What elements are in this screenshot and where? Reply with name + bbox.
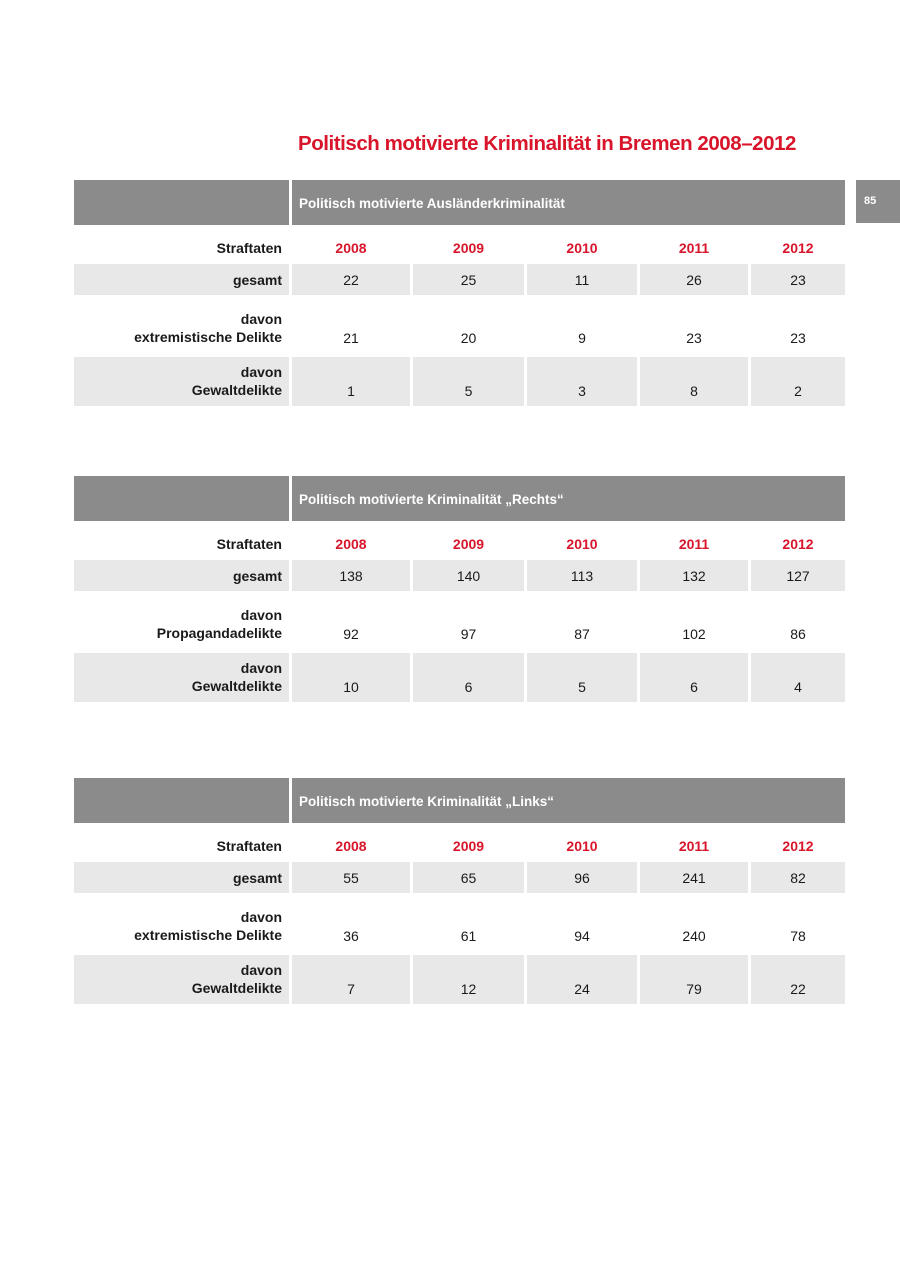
- cell-value: 23: [790, 330, 806, 346]
- cell-value: 113: [570, 568, 594, 584]
- cell-value: 92: [343, 626, 359, 642]
- cell-value: 102: [682, 626, 706, 642]
- table-heading: Politisch motivierte Kriminalität „Rechts“: [292, 476, 845, 521]
- cell-value: 96: [574, 870, 590, 886]
- cell-value: 36: [343, 928, 359, 944]
- row-label: [74, 560, 289, 591]
- column-header-label: Straftaten: [216, 838, 282, 854]
- year-header: 2012: [782, 536, 814, 552]
- year-header: 2008: [335, 838, 367, 854]
- year-header: 2008: [335, 536, 367, 552]
- table-cell: [292, 600, 410, 649]
- cell-value: 97: [460, 626, 477, 642]
- cell-value: 94: [574, 928, 590, 944]
- cell-value: 20: [460, 330, 477, 346]
- cell-value: 2: [794, 383, 802, 399]
- row-label-main: extremistische Delikte: [134, 927, 282, 943]
- cell-value: 10: [343, 679, 359, 695]
- row-label: [74, 304, 289, 353]
- table-cell: [292, 902, 410, 951]
- table-cell: [527, 653, 637, 702]
- table-cell: [413, 955, 524, 1004]
- table-cell: [751, 560, 845, 591]
- table-cell: [527, 600, 637, 649]
- row-label-main: Gewaltdelikte: [191, 678, 282, 694]
- cell-value: 22: [343, 272, 359, 288]
- table-header-blank: [74, 778, 289, 823]
- table-heading: Politisch motivierte Ausländerkriminalität: [292, 180, 845, 225]
- data-table: [74, 180, 845, 408]
- cell-value: 3: [578, 383, 586, 399]
- year-header: 2008: [335, 240, 367, 256]
- table-cell: [640, 304, 748, 353]
- table-cell: [751, 955, 845, 1004]
- column-header-label: Straftaten: [216, 536, 282, 552]
- cell-value: 65: [460, 870, 477, 886]
- year-header: 2010: [566, 838, 598, 854]
- table-cell: [640, 902, 748, 951]
- table-cell: [640, 955, 748, 1004]
- cell-value: 87: [574, 626, 590, 642]
- year-header: 2011: [678, 536, 710, 552]
- table-cell: [751, 653, 845, 702]
- row-label: [74, 653, 289, 702]
- cell-value: 127: [786, 568, 810, 584]
- cell-value: 78: [790, 928, 806, 944]
- page-number-tab: 85: [856, 180, 900, 223]
- row-label-prefix: davon: [240, 607, 282, 623]
- year-header: 2011: [678, 838, 710, 854]
- cell-value: 132: [682, 568, 706, 584]
- row-label-prefix: davon: [240, 364, 282, 380]
- table-heading: Politisch motivierte Kriminalität „Links“: [292, 778, 845, 823]
- table-cell: [413, 304, 524, 353]
- row-label-prefix: davon: [240, 962, 282, 978]
- table-cell: [527, 862, 637, 893]
- table-cell: [527, 357, 637, 406]
- cell-value: 23: [686, 330, 702, 346]
- row-label-prefix: davon: [240, 311, 282, 327]
- table-cell: [640, 357, 748, 406]
- cell-value: 1: [347, 383, 355, 399]
- cell-value: 22: [790, 981, 806, 997]
- table-cell: [413, 862, 524, 893]
- year-header: 2009: [452, 536, 485, 552]
- year-header: 2012: [782, 240, 814, 256]
- cell-value: 140: [456, 568, 481, 584]
- year-header: 2009: [452, 240, 485, 256]
- column-header-label: Straftaten: [216, 240, 282, 256]
- row-label-main: gesamt: [232, 272, 282, 288]
- table-cell: [413, 357, 524, 406]
- table-header-blank: [74, 180, 289, 225]
- cell-value: 8: [690, 383, 698, 399]
- table-cell: [413, 264, 524, 295]
- table-cell: [751, 264, 845, 295]
- table-cell: [527, 955, 637, 1004]
- cell-value: 4: [794, 679, 802, 695]
- row-label-main: gesamt: [232, 870, 282, 886]
- table-cell: [640, 264, 748, 295]
- table-cell: [527, 902, 637, 951]
- table-cell: [751, 600, 845, 649]
- cell-value: 240: [682, 928, 706, 944]
- cell-value: 61: [460, 928, 477, 944]
- page-title: Politisch motivierte Kriminalität in Bremen 2008–2012: [298, 132, 796, 155]
- table-cell: [751, 862, 845, 893]
- cell-value: 82: [790, 870, 806, 886]
- row-label: [74, 357, 289, 406]
- row-label-main: Gewaltdelikte: [191, 980, 282, 996]
- table-header-blank: [74, 476, 289, 521]
- table-cell: [413, 653, 524, 702]
- row-label: [74, 955, 289, 1004]
- table-cell: [751, 357, 845, 406]
- year-header: 2012: [782, 838, 814, 854]
- row-label: [74, 600, 289, 649]
- row-label-main: extremistische Delikte: [134, 329, 282, 345]
- table-cell: [292, 264, 410, 295]
- cell-value: 12: [460, 981, 477, 997]
- table-cell: [527, 304, 637, 353]
- table-cell: [292, 357, 410, 406]
- year-header: 2011: [678, 240, 710, 256]
- cell-value: 24: [574, 981, 590, 997]
- row-label: [74, 264, 289, 295]
- row-label-prefix: davon: [240, 660, 282, 676]
- cell-value: 5: [464, 383, 473, 399]
- year-header: 2009: [452, 838, 485, 854]
- cell-value: 241: [682, 870, 706, 886]
- table-cell: [292, 304, 410, 353]
- table-cell: [292, 560, 410, 591]
- cell-value: 23: [790, 272, 806, 288]
- table-cell: [413, 560, 524, 591]
- data-table: [74, 476, 845, 704]
- table-cell: [413, 902, 524, 951]
- row-label-main: Propagandadelikte: [156, 625, 282, 641]
- table-cell: [292, 862, 410, 893]
- row-label-main: gesamt: [232, 568, 282, 584]
- cell-value: 7: [347, 981, 355, 997]
- table-cell: [527, 264, 637, 295]
- table-cell: [640, 653, 748, 702]
- cell-value: 55: [343, 870, 359, 886]
- cell-value: 79: [686, 981, 702, 997]
- table-cell: [292, 653, 410, 702]
- cell-value: 25: [460, 272, 477, 288]
- year-header: 2010: [566, 536, 598, 552]
- year-header: 2010: [566, 240, 598, 256]
- cell-value: 11: [574, 272, 590, 288]
- table-cell: [751, 304, 845, 353]
- cell-value: 9: [578, 330, 586, 346]
- table-cell: [640, 560, 748, 591]
- table-cell: [640, 862, 748, 893]
- table-cell: [640, 600, 748, 649]
- cell-value: 138: [339, 568, 363, 584]
- cell-value: 5: [578, 679, 586, 695]
- cell-value: 21: [343, 330, 359, 346]
- cell-value: 6: [690, 679, 698, 695]
- cell-value: 26: [686, 272, 702, 288]
- table-cell: [413, 600, 524, 649]
- row-label: [74, 902, 289, 951]
- table-cell: [527, 560, 637, 591]
- cell-value: 6: [464, 679, 473, 695]
- row-label: [74, 862, 289, 893]
- row-label-main: Gewaltdelikte: [191, 382, 282, 398]
- table-cell: [751, 902, 845, 951]
- row-label-prefix: davon: [240, 909, 282, 925]
- data-table: [74, 778, 845, 1006]
- cell-value: 86: [790, 626, 806, 642]
- table-cell: [292, 955, 410, 1004]
